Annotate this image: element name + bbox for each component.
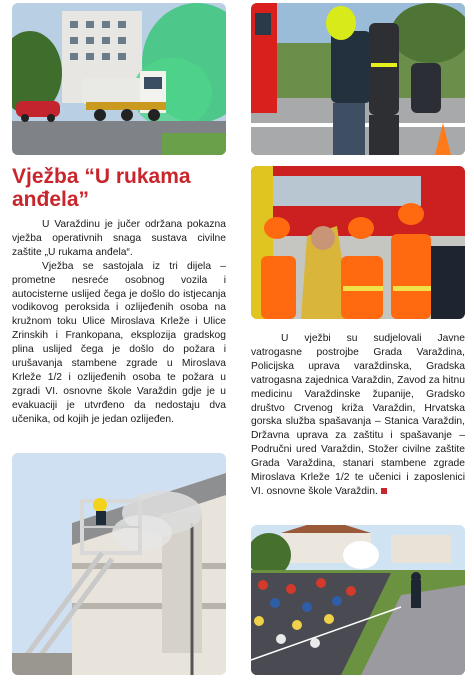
article-left-column <box>12 218 226 427</box>
photo-aerial-ladder-building <box>12 453 226 675</box>
article-right-column <box>251 332 465 499</box>
paragraph: U vježbi su sudjelovali Javne vatrogasne postrojbe Grada Varaždina, Policijska uprava varaždinska, Gradska vatrogasna zajednica Varaždin, Zavod za hitnu medicinu Varaždinske županije, Gradsko društvo Crvenog križa Varaždin, Hrvatska gorska služba spašavanja – Stanica Varaždin, Državna uprava za zaštitu i spašavanje – Područni ured Varaždin, Stožer civilne zaštite Grada Varaždina, stanari stambene zgrade Miroslava Krleže 1/2 te učenici i zaposlenici VI. osnovne škole Varaždin. <box>251 333 465 497</box>
photo-tanker-green-smoke <box>12 3 226 155</box>
photo-firefighter-gear <box>251 3 465 155</box>
paragraph: Vježba se sastojala iz tri dijela – prometne nesreće osobnog vozila i autocisterne uslijed čega je došlo do istjecanja vodikovog peroksida i ozlijeđenih osoba na kružnom toku Ulice Miroslava Krleže i Ulice Zrinskih i Frankopana, eksplozija gradskog plina uslijed čega je došlo do požara i urušavanja stambene zgrade u Miroslava Krleže 1/2 i ozlijeđenih osoba te požara u zgradi VI. osnovne škole Varaždin gdje je u evakuaciji je utvrđeno da nedostaju dva učenika, od kojih je jedan ozlijeđen. <box>12 260 226 425</box>
photo-rescuers-foil-blanket <box>251 166 465 319</box>
photo-crowd-of-pupils <box>251 525 465 675</box>
article-headline: Vježba “U rukama anđela” <box>12 165 191 211</box>
end-of-article-mark <box>381 488 387 494</box>
paragraph: U Varaždinu je jučer održana pokazna vježba operativnih snaga sustava civilne zaštite „U rukama anđela“. <box>12 219 226 258</box>
